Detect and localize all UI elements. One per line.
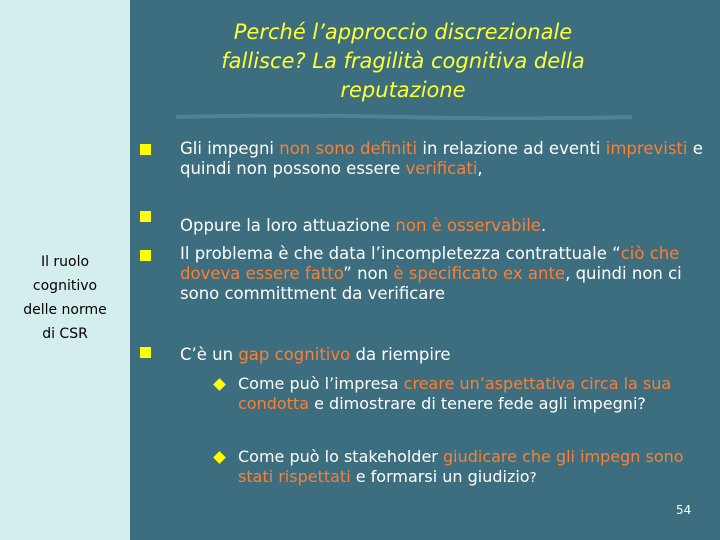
- square-bullet-icon: [140, 211, 151, 222]
- bullet-item-1: [180, 139, 710, 179]
- subbullet-2-text-1: Come può lo stakeholder: [238, 447, 443, 466]
- bullet-1-text-3: e quindi non possono essere: [180, 139, 703, 178]
- side-label-line-2: cognitivo: [32, 278, 98, 294]
- bullet-1-text-4: ,: [477, 159, 483, 178]
- subbullet-1-highlight-1: creare un’aspettativa circa la sua condotta: [238, 374, 672, 413]
- subbullet-item-2: [238, 447, 710, 488]
- title-line-2: fallisce? La fragilità cognitiva della: [221, 49, 585, 73]
- page-number: 54: [676, 503, 692, 517]
- bullet-1-highlight-3: verificati: [405, 159, 478, 178]
- side-label-line-4: di CSR: [42, 326, 88, 342]
- bullet-3-highlight-1: ciò che doveva essere fatto: [180, 244, 680, 283]
- subbullet-2-highlight-1: giudicare che gli impegn sono stati rispettati: [238, 447, 684, 486]
- bullet-3-highlight-2: è specificato ex ante: [393, 264, 566, 283]
- side-label: [0, 250, 130, 346]
- square-bullet-icon: [140, 250, 151, 261]
- bullet-1-text-1: Gli impegni: [180, 139, 280, 158]
- slide-title: [130, 18, 676, 105]
- bullet-3-text-3: , quindi non ci sono committment da verificare: [180, 264, 682, 303]
- bullet-1-highlight-2: imprevisti: [605, 139, 688, 158]
- bullet-1-highlight-1: non sono definiti: [279, 139, 418, 158]
- bullet-item-4: [180, 345, 710, 365]
- bullet-item-3: [180, 244, 710, 304]
- subbullet-2-text-3: ?: [529, 470, 537, 486]
- title-line-1: Perché l’approccio discrezionale: [233, 20, 573, 44]
- bullet-2-text-2: .: [540, 216, 547, 235]
- side-label-line-1: Il ruolo: [40, 254, 90, 270]
- title-underline: [176, 114, 632, 120]
- subbullet-item-1: [238, 374, 710, 413]
- square-bullet-icon: [140, 347, 151, 358]
- bullet-4-highlight-1: gap cognitivo: [238, 345, 351, 364]
- bullet-1-text-2: in relazione ad eventi: [417, 139, 606, 158]
- bullet-2-text-1: Oppure la loro attuazione: [180, 216, 396, 235]
- square-bullet-icon: [140, 144, 151, 155]
- side-label-line-3: delle norme: [23, 302, 107, 318]
- bullet-2-highlight-1: non è osservabile: [395, 216, 541, 235]
- bullet-item-2: [180, 216, 710, 236]
- subbullet-1-text-1: Come può l’impresa: [238, 374, 404, 393]
- bullet-4-text-2: da riempire: [350, 345, 451, 364]
- bullet-3-text-2: ” non: [343, 264, 394, 283]
- subbullet-1-text-2: e dimostrare di tenere fede agli impegni?: [309, 393, 646, 413]
- bullet-3-text-1: Il problema è che data l’incompletezza contrattuale “: [180, 244, 621, 263]
- subbullet-2-text-2: e formarsi un giudizio: [350, 466, 530, 486]
- bullet-4-text-1: C’è un: [180, 345, 239, 364]
- title-line-3: reputazione: [340, 78, 466, 102]
